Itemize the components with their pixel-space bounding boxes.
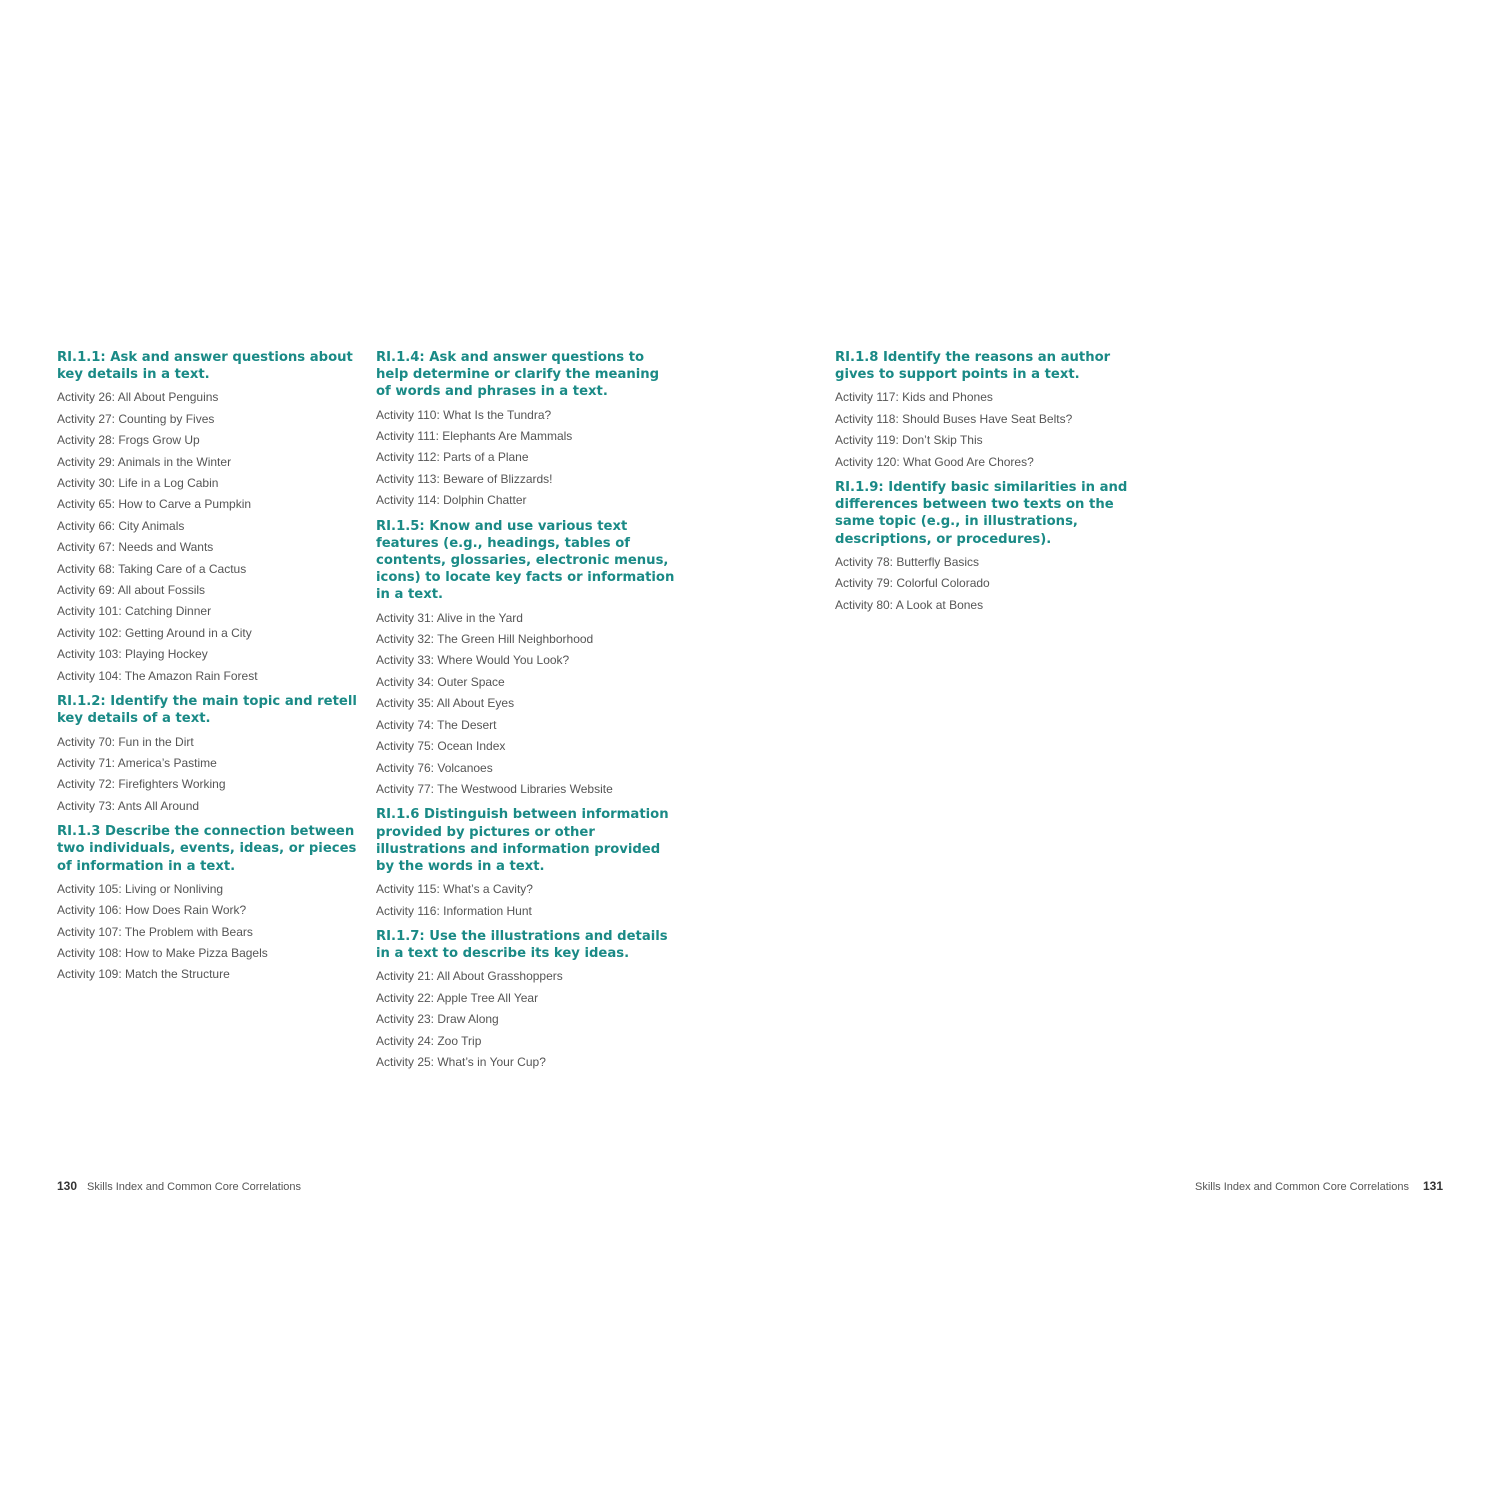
activity-item: Activity 30: Life in a Log Cabin: [57, 476, 219, 491]
standard-section: [376, 518, 676, 801]
activity-item: Activity 67: Needs and Wants: [57, 540, 214, 555]
activity-item: Activity 115: What’s a Cavity?: [376, 882, 533, 897]
activity-list: [57, 879, 357, 986]
activity-list: [835, 387, 1135, 473]
activity-item: Activity 74: The Desert: [376, 717, 497, 732]
standard-heading: RI.1.8 Identify the reasons an author gives to support points in a text.: [835, 350, 1111, 383]
standard-heading: RI.1.2: Identify the main topic and retell key details of a text.: [57, 694, 357, 727]
activity-item: Activity 110: What Is the Tundra?: [376, 407, 552, 422]
activity-list: [57, 387, 357, 687]
standard-heading: RI.1.9: Identify basic similarities in and differences between two texts on the same topic (e.g., in illustrations, descriptions, or procedures).: [835, 480, 1128, 547]
standard-section: [376, 928, 676, 1073]
activity-item: Activity 33: Where Would You Look?: [376, 653, 570, 668]
standard-section: [835, 479, 1135, 616]
activity-item: Activity 21: All About Grasshoppers: [376, 969, 563, 984]
activity-item: Activity 26: All About Penguins: [57, 390, 219, 405]
standard-section: [57, 693, 357, 817]
activity-item: Activity 65: How to Carve a Pumpkin: [57, 497, 252, 512]
activity-item: Activity 113: Beware of Blizzards!: [376, 471, 553, 486]
standard-heading: RI.1.3 Describe the connection between two individuals, events, ideas, or pieces of information in a text.: [57, 824, 357, 874]
standard-heading: RI.1.6 Distinguish between information provided by pictures or other illustrations and information provided by the words in a text.: [376, 807, 669, 874]
activity-item: Activity 72: Firefighters Working: [57, 777, 226, 792]
activity-list: [376, 879, 676, 922]
activity-item: Activity 70: Fun in the Dirt: [57, 734, 194, 749]
standard-heading: RI.1.4: Ask and answer questions to help determine or clarify the meaning of words and phrases in a text.: [376, 350, 660, 400]
standard-section: [57, 349, 357, 687]
standard-heading: RI.1.7: Use the illustrations and details in a text to describe its key ideas.: [376, 928, 668, 962]
activity-item: Activity 23: Draw Along: [376, 1012, 499, 1027]
activity-item: Activity 68: Taking Care of a Cactus: [57, 561, 247, 576]
page-number-right: 131: [1422, 1179, 1443, 1193]
index-column-2: [376, 349, 676, 1079]
standard-section: [376, 349, 676, 512]
activity-item: Activity 109: Match the Structure: [57, 967, 230, 982]
footer-right: [1195, 1178, 1443, 1195]
footer-left: [57, 1178, 301, 1195]
activity-item: Activity 32: The Green Hill Neighborhood: [376, 632, 594, 647]
activity-item: Activity 120: What Good Are Chores?: [835, 454, 1034, 469]
activity-item: Activity 76: Volcanoes: [376, 760, 493, 775]
activity-item: Activity 71: America’s Pastime: [57, 755, 217, 770]
activity-item: Activity 24: Zoo Trip: [376, 1033, 482, 1048]
activity-item: Activity 112: Parts of a Plane: [376, 450, 529, 465]
activity-item: Activity 78: Butterfly Basics: [835, 554, 980, 569]
activity-item: Activity 69: All about Fossils: [57, 583, 206, 598]
page-number-left: 130: [57, 1179, 78, 1193]
activity-item: Activity 73: Ants All Around: [57, 798, 200, 813]
standard-heading: RI.1.5: Know and use various text features (e.g., headings, tables of contents, glossaries, electronic menus, icons) to locate key facts or information in a text.: [376, 518, 675, 603]
standard-section: [376, 806, 676, 922]
activity-item: Activity 114: Dolphin Chatter: [376, 493, 527, 508]
activity-item: Activity 105: Living or Nonliving: [57, 881, 224, 896]
activity-item: Activity 28: Frogs Grow Up: [57, 433, 200, 448]
activity-item: Activity 116: Information Hunt: [376, 903, 532, 918]
standard-section: [57, 823, 357, 986]
activity-list: [376, 608, 676, 801]
standard-heading: RI.1.1: Ask and answer questions about key details in a text.: [57, 350, 353, 383]
activity-item: Activity 103: Playing Hockey: [57, 647, 208, 662]
activity-item: Activity 117: Kids and Phones: [835, 390, 993, 405]
activity-item: Activity 35: All About Eyes: [376, 696, 515, 711]
activity-list: [57, 732, 357, 818]
activity-item: Activity 22: Apple Tree All Year: [376, 990, 539, 1005]
activity-item: Activity 25: What’s in Your Cup?: [376, 1054, 546, 1069]
activity-item: Activity 119: Don’t Skip This: [835, 433, 983, 448]
index-column-3: [835, 349, 1135, 622]
activity-item: Activity 27: Counting by Fives: [57, 411, 215, 426]
activity-item: Activity 108: How to Make Pizza Bagels: [57, 945, 268, 960]
activity-item: Activity 79: Colorful Colorado: [835, 576, 990, 591]
running-title-right: Skills Index and Common Core Correlations: [1194, 1181, 1409, 1193]
activity-item: Activity 101: Catching Dinner: [57, 604, 212, 619]
activity-item: Activity 102: Getting Around in a City: [57, 625, 252, 640]
activity-list: [835, 552, 1135, 616]
running-title-left: Skills Index and Common Core Correlations: [87, 1181, 302, 1193]
index-column-1: [57, 349, 357, 992]
standard-section: [835, 349, 1135, 473]
activity-item: Activity 31: Alive in the Yard: [376, 610, 523, 625]
activity-list: [376, 405, 676, 512]
activity-item: Activity 106: How Does Rain Work?: [57, 903, 247, 918]
activity-item: Activity 118: Should Buses Have Seat Belts?: [835, 411, 1073, 426]
activity-item: Activity 29: Animals in the Winter: [57, 454, 232, 469]
activity-list: [376, 966, 676, 1073]
activity-item: Activity 34: Outer Space: [376, 674, 505, 689]
activity-item: Activity 104: The Amazon Rain Forest: [57, 668, 258, 683]
activity-item: Activity 66: City Animals: [57, 518, 185, 533]
activity-item: Activity 77: The Westwood Libraries Website: [376, 781, 613, 796]
activity-item: Activity 111: Elephants Are Mammals: [376, 429, 573, 444]
activity-item: Activity 75: Ocean Index: [376, 739, 506, 754]
activity-item: Activity 107: The Problem with Bears: [57, 924, 253, 939]
activity-item: Activity 80: A Look at Bones: [835, 597, 984, 612]
